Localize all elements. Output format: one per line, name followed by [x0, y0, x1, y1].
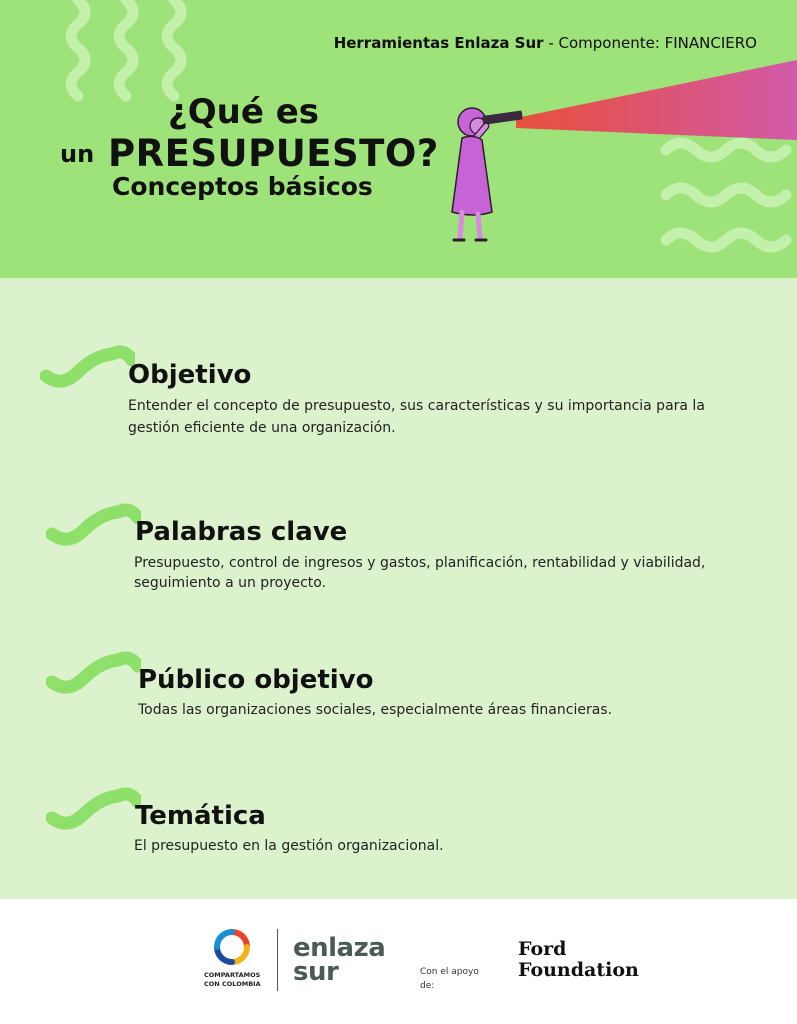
- page-subtitle: Conceptos básicos: [112, 172, 373, 201]
- squiggle-bullet-icon: [46, 502, 141, 546]
- section-text-line2: gestión eficiente de una organización.: [128, 420, 396, 436]
- squiggle-bullet-icon: [46, 650, 141, 694]
- enlaza-logo-line2: sur: [293, 957, 339, 987]
- ford-line1: Ford: [518, 938, 567, 960]
- section-text-line1: Presupuesto, control de ingresos y gastos, planificación, rentabilidad y viabilidad,: [134, 555, 706, 571]
- section-heading: Público objetivo: [138, 665, 374, 695]
- telescope-person-illustration: [440, 100, 530, 245]
- section-heading: Objetivo: [128, 360, 252, 390]
- light-beam: [516, 56, 797, 146]
- enlaza-sur-logo: [293, 933, 386, 987]
- section-heading: Palabras clave: [135, 517, 348, 547]
- section-heading: Temática: [135, 801, 266, 831]
- component-label: Componente: FINANCIERO: [558, 34, 757, 52]
- content-area: [0, 278, 797, 899]
- support-line2: de:: [420, 981, 435, 991]
- compartamos-line2: CON COLOMBIA: [204, 980, 261, 988]
- component-tag: [334, 34, 757, 52]
- section-text-line1: Todas las organizaciones sociales, especialmente áreas financieras.: [138, 702, 613, 718]
- support-label: [420, 965, 479, 993]
- section-text-line1: Entender el concepto de presupuesto, sus características y su importancia para la: [128, 398, 705, 414]
- compartamos-line1: COMPARTAMOS: [204, 971, 261, 979]
- ford-foundation-logo: [518, 939, 639, 981]
- squiggle-bullet-icon: [46, 786, 141, 830]
- footer: [0, 899, 797, 1024]
- compartamos-logo-icon: [213, 928, 251, 966]
- header-banner: [0, 0, 797, 278]
- enlaza-logo-line1: enlaza: [293, 933, 386, 963]
- squiggle-bullet-icon: [40, 344, 135, 388]
- title-line1: ¿Qué es: [168, 92, 320, 132]
- section-text-line2: seguimiento a un proyecto.: [134, 575, 327, 591]
- separator: -: [543, 34, 559, 52]
- wave-decoration-right: [660, 135, 797, 260]
- compartamos-logo-text: [204, 971, 261, 989]
- title-prefix: un: [60, 140, 95, 168]
- logo-divider: [277, 929, 278, 991]
- support-line1: Con el apoyo: [420, 967, 479, 977]
- page-title: PRESUPUESTO?: [108, 132, 439, 175]
- ford-line2: Foundation: [518, 959, 639, 981]
- series-name: Herramientas Enlaza Sur: [333, 34, 544, 52]
- section-text-line1: El presupuesto en la gestión organizacional.: [134, 838, 444, 854]
